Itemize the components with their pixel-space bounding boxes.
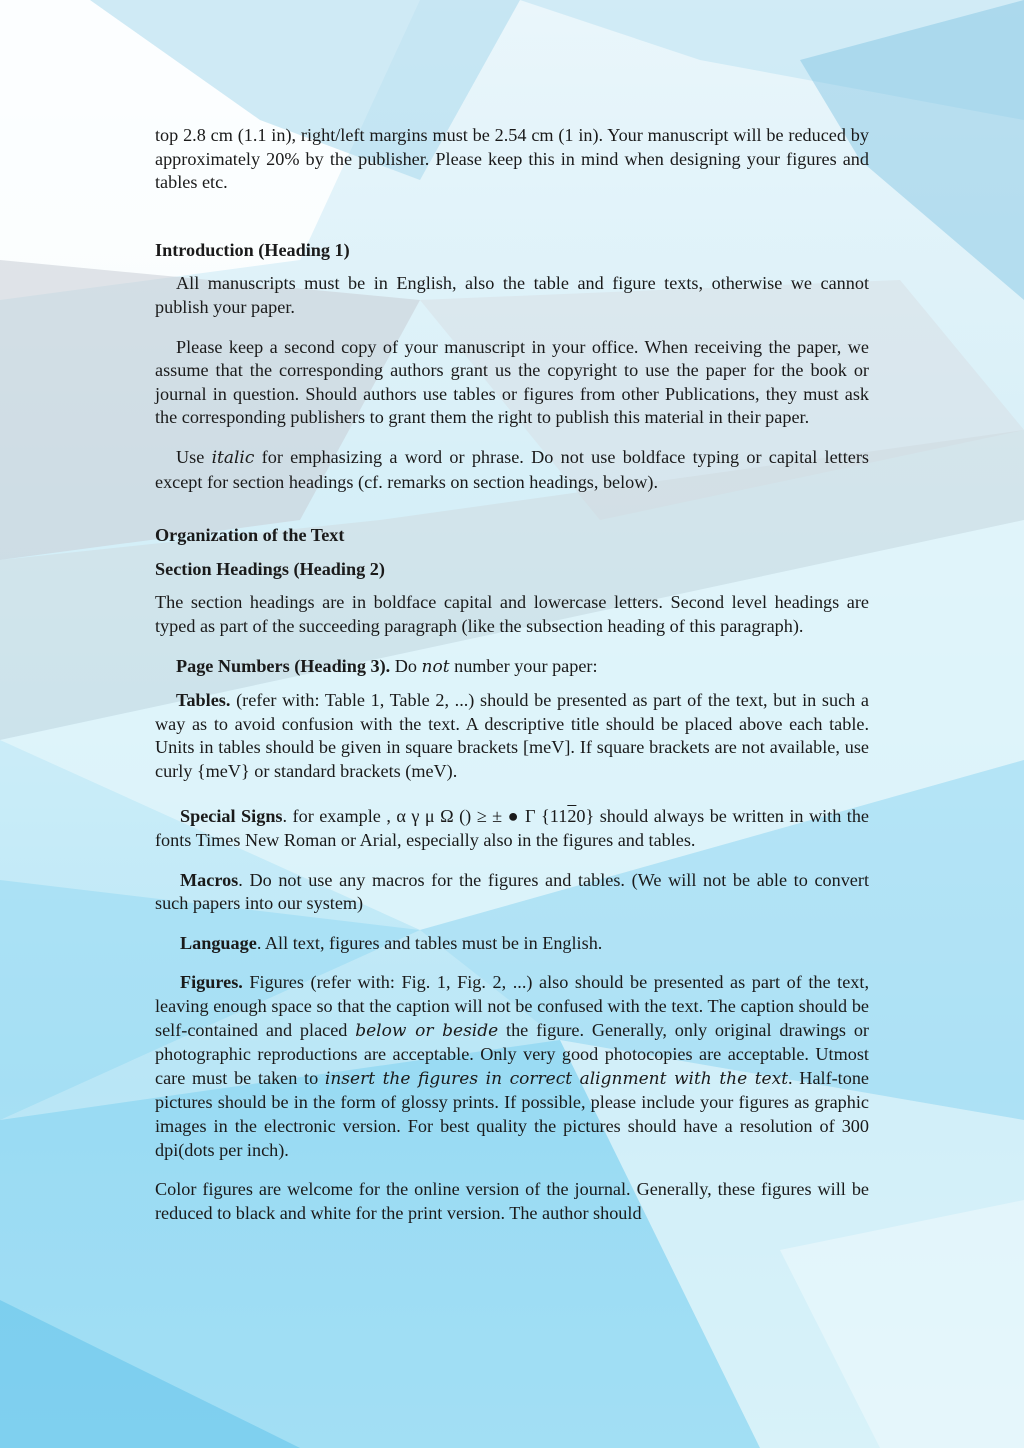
paragraph-page-numbers [155,655,869,680]
paragraph-tables [155,689,869,783]
paragraph-figures [155,971,869,1162]
paragraph-color-figures: Color figures are welcome for the online version of the journal. Generally, these figures will be reduced to black and white for the print version. The author should [155,1179,869,1223]
paragraph-english: All manuscripts must be in English, also the table and figure texts, otherwise we cannot publish your paper. [155,273,869,317]
document-page [155,124,869,1225]
run-in-heading: Tables. [176,690,231,711]
run-in-heading: Special Signs [180,806,283,827]
text-span: . Do not use any macros for the figures and tables. (We will not be able to convert such papers into our system) [155,869,869,914]
paragraph-italic-usage [155,446,869,494]
text-span: Figures (refer with: Fig. 1, Fig. 2, ...) also should be presented as part of the text, leaving enough space so that the caption will not be confused with the text. The caption should be self-contained and placed [155,972,869,1040]
run-in-heading: Macros [180,869,239,890]
heading-introduction: Introduction (Heading 1) [155,239,350,260]
text-span: Do [390,655,422,676]
italic-word: italic [211,447,255,468]
paragraph-language [155,932,869,956]
text-span: (refer with: Table 1, Table 2, ...) should be presented as part of the text, but in such a way as to avoid confusion with the text. A descriptive title should be placed above each table. Units in tables should be given in square brackets [meV]. If square brackets are not available, use curly {meV} or standard brackets (meV). [155,690,869,781]
run-in-heading: Page Numbers (Heading 3). [176,655,391,676]
paragraph-section-headings: The section headings are in boldface capital and lowercase letters. Second level headings are typed as part of the succeeding paragraph (like the subsection heading of this paragraph). [155,592,869,636]
text-span: . for example , α γ μ Ω () ≥ ± ● Γ {11 [282,806,568,827]
run-in-heading: Figures. [180,972,243,993]
text-span: the figure. Generally, only original drawings or photographic reproductions are acceptable. Only very good photocopies are acceptable. Utmost care must be taken to [155,1019,869,1088]
paragraph-special-signs [155,805,869,852]
text-span: Use [176,446,212,467]
text-span: number your paper: [449,655,598,676]
italic-phrase: insert the figures in correct alignment with the text [324,1068,789,1089]
heading-section-headings: Section Headings (Heading 2) [155,558,385,579]
italic-word: not [421,656,450,677]
text-span: . All text, figures and tables must be in English. [256,932,603,953]
text-span: 0} should always be written in with the fonts Times New Roman or Arial, especially also in the figures and tables. [155,806,870,851]
paragraph-macros [155,869,869,916]
paragraph-margins: top 2.8 cm (1.1 in), right/left margins must be 2.54 cm (1 in). Your manuscript will be reduced by approximately 20% by the publisher. Please keep this in mind when designing your figures and tables etc. [155,125,869,193]
text-span: for emphasizing a word or phrase. Do not use boldface typing or capital letters except for section headings (cf. remarks on section headings, below). [155,446,869,492]
heading-organization: Organization of the Text [155,525,345,546]
paragraph-copyright: Please keep a second copy of your manuscript in your office. When receiving the paper, we assume that the corresponding authors grant us the copyright to use the paper for the book or journal in question. Should authors use tables or figures from other Publications, they must ask the corresponding publishers to grant them the right to publish this material in their paper. [155,336,869,428]
italic-phrase: below or beside [355,1020,499,1041]
text-span: . Half-tone pictures should be in the form of glossy prints. If possible, please include your figures as graphic images in the electronic version. For best quality the pictures should have a resolution of 300 dpi(dots per inch). [155,1067,869,1160]
overlined-digit: 2 [567,806,577,827]
run-in-heading: Language [180,932,257,953]
